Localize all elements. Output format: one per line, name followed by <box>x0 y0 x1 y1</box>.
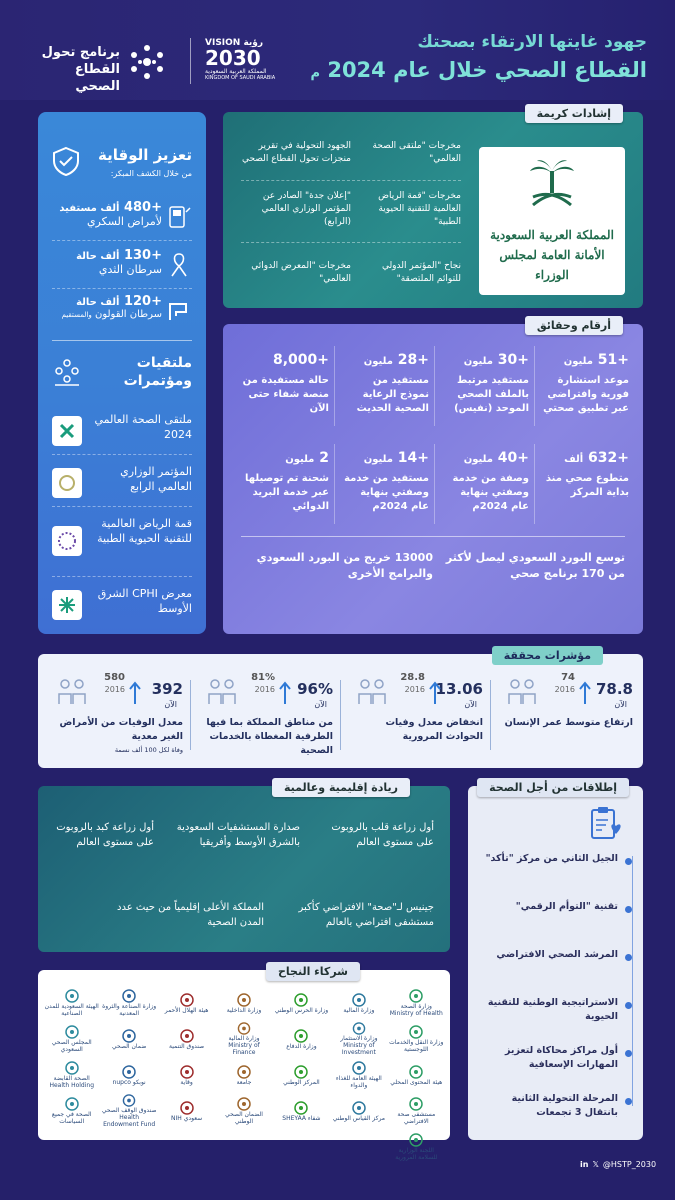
partner-name: وزارة الصناعة والثروة المعدنية <box>102 1003 157 1017</box>
partner-name: وزارة الداخلية <box>226 1006 262 1014</box>
partners-tag: شركاء النجاح <box>266 962 360 981</box>
emblem-text <box>485 225 619 285</box>
forum-divider <box>52 454 192 455</box>
fact-text: مستفيد من نموذج الرعاية الصحية الحديث <box>356 375 429 414</box>
facts-column-divider <box>434 346 435 426</box>
vision-year: 2030 <box>205 46 261 70</box>
facts-column-divider <box>434 444 435 524</box>
partner-logo <box>44 1094 99 1128</box>
partner-emblem-icon <box>235 1065 253 1079</box>
partner-logo <box>389 1058 444 1092</box>
forum-logo-icon <box>52 416 82 446</box>
partner-emblem-icon <box>235 993 253 1007</box>
prevention-unit: ألف مستفيد <box>59 203 120 214</box>
fact-number: +40 <box>497 450 529 466</box>
partner-emblem-icon <box>120 1029 138 1043</box>
program-name <box>30 44 120 95</box>
indicators-panel <box>38 649 643 768</box>
forum-item <box>52 586 192 616</box>
launch-text: المرحلة التحولية الثانية بانتقال 3 تجمعات <box>511 1093 618 1118</box>
palm-swords-icon <box>527 155 577 211</box>
praise-panel <box>223 107 643 308</box>
indicator-item <box>345 672 487 762</box>
indicator-divider <box>490 680 491 750</box>
facts-column-divider <box>334 346 335 426</box>
partner-emblem-icon <box>235 1097 253 1111</box>
facts-column-divider <box>334 444 335 524</box>
partner-emblem-icon <box>63 1025 81 1039</box>
praise-item: الجهود التحولية في تقرير منجزات تحول القطاع الصحي <box>241 141 351 164</box>
page-title-line1: جهود غايتها الارتقاء بصحتك <box>417 32 647 52</box>
launch-text: تقنية "التوأم الرقمي" <box>515 901 618 912</box>
partner-logo <box>389 1022 444 1056</box>
partner-name: الضمان الصحي الوطني <box>225 1111 263 1125</box>
prevention-label: سرطان القولون <box>94 309 162 320</box>
partner-emblem-icon <box>292 1065 310 1079</box>
partner-logo <box>389 1130 444 1164</box>
partner-logo <box>44 1022 99 1056</box>
partner-name: وزارة الدفاع <box>286 1042 317 1050</box>
partner-logo <box>159 1058 214 1092</box>
praise-divider <box>241 180 461 181</box>
partner-emblem-icon <box>63 1061 81 1075</box>
fact-number: +632 <box>588 450 629 466</box>
fact-unit: مليون <box>285 454 315 465</box>
indicator-note: وفاة لكل 100 ألف نسمة <box>114 746 183 754</box>
partner-emblem-icon <box>292 1101 310 1115</box>
partner-logo <box>159 1022 214 1056</box>
partner-emblem-icon <box>350 1022 368 1035</box>
partner-logo <box>274 1094 329 1128</box>
partner-logo <box>101 1058 156 1092</box>
emblem-box <box>479 147 625 295</box>
vision-2030-logo <box>205 38 315 81</box>
forum-name: قمة الرياض العالمية للتقنية الحيوية الطبية <box>97 517 192 545</box>
partner-emblem-icon <box>63 989 81 1003</box>
bullet-icon <box>625 1050 632 1057</box>
fact-unit: ألف <box>564 454 584 465</box>
indicator-label: ارتفاع متوسط عمر الإنسان <box>504 717 633 728</box>
launch-text: أول مراكز محاكاة لتعزيز المهارات الإسعافية <box>505 1045 618 1070</box>
partner-name: الصحة القابضة Health Holding <box>49 1075 94 1089</box>
indicator-current: 392 <box>151 680 183 698</box>
saudi-map-icon <box>205 676 241 706</box>
fact-text: شحنة تم توصيلها عبر خدمة البريد الدوائي <box>245 473 329 512</box>
prevention-divider <box>52 240 192 241</box>
prevention-item <box>44 294 162 320</box>
facts-tag: أرقام وحقائق <box>525 316 623 335</box>
partner-name: المركز الوطني <box>283 1078 320 1086</box>
prevention-item <box>52 248 162 276</box>
leadership-item: صدارة المستشفيات السعودية بالشرق الأوسط وأفريقيا <box>176 822 300 848</box>
prevention-subtitle: من خلال الكشف المبكر: <box>110 169 192 178</box>
leadership-panel <box>38 781 450 952</box>
title-suffix: م <box>310 66 321 81</box>
vision-label: VISION رؤية <box>205 38 264 48</box>
launch-text: الجيل الثاني من مركز "تأكد" <box>485 853 618 864</box>
bullet-icon <box>625 906 632 913</box>
praise-item: "إعلان جدة" الصادر عن المؤتمر الوزاري العالمي (الرابع) <box>261 191 351 227</box>
fact-item <box>441 450 529 514</box>
prevention-extra: والمستقيم <box>61 311 92 319</box>
colon-icon <box>166 298 192 324</box>
partner-logo <box>101 986 156 1020</box>
fact-item <box>541 450 629 500</box>
forums-title-line1: ملتقيات <box>136 355 192 371</box>
indicator-current: 13.06 <box>435 680 483 698</box>
partner-name: وزارة الحرس الوطني <box>274 1006 329 1014</box>
fact-text: وصفة من خدمة وصفتي بنهاية عام 2024م <box>452 473 529 512</box>
fact-unit: مليون <box>363 454 393 465</box>
program-name-line2: القطاع الصحي <box>74 62 120 94</box>
partner-name: وزارة النقل والخدمات اللوجستية <box>389 1039 444 1053</box>
program-name-line1: برنامج تحول <box>41 45 120 60</box>
partner-logo <box>274 1022 329 1056</box>
indicator-label: من مناطق المملكة بما فيها الطرفية المغطاة بالخدمات الصحية <box>206 717 333 756</box>
launch-item <box>480 898 632 938</box>
fact-number: +28 <box>397 352 429 368</box>
leadership-item: أول زراعة كبد بالروبوت على مستوى العالم <box>56 822 154 848</box>
launch-item <box>480 946 632 986</box>
facts-panel <box>223 319 643 634</box>
fact-unit: مليون <box>463 454 493 465</box>
partner-emblem-icon <box>178 993 196 1007</box>
forum-name: معرض CPHI الشرق الأوسط <box>97 587 192 615</box>
forum-item <box>52 464 192 494</box>
leadership-item: المملكة الأعلى إقليمياً من حيث عدد المدن الصحية <box>117 902 264 928</box>
launch-item <box>480 1090 632 1130</box>
partners-grid <box>44 986 444 1161</box>
leadership-item: أول زراعة قلب بالروبوت على مستوى العالم <box>331 822 434 848</box>
forum-logo-icon <box>52 526 82 556</box>
shield-virus-icon <box>55 676 91 706</box>
launch-item <box>480 1042 632 1082</box>
partner-name: سعودي NIH <box>171 1114 203 1122</box>
partner-logo <box>274 1058 329 1092</box>
leadership-item: جينيس لـ"صحة" الافتراضي كأكبر مستشفى افتراضي بالعالم <box>298 902 434 928</box>
program-logo-icon <box>122 40 172 84</box>
facts-column-divider <box>534 346 535 426</box>
bullet-icon <box>625 858 632 865</box>
partner-emblem-icon <box>235 1022 253 1035</box>
partner-emblem-icon <box>292 993 310 1007</box>
partner-name: اللجنة الوزارية للسلامة المرورية <box>395 1147 438 1161</box>
praise-item: مخرجات "قمة الرياض العالمية للتقنية الحيوية الطبية" <box>378 191 461 227</box>
emblem-text-line1: المملكة العربية السعودية <box>490 228 614 242</box>
partner-logo <box>389 1094 444 1128</box>
partner-name: ضمان الصحي <box>112 1042 147 1050</box>
praise-item: مخرجات "المعرض الدوائي العالمي" <box>251 261 351 284</box>
linkedin-icon[interactable]: in <box>580 1160 589 1169</box>
fact-number: +8,000 <box>272 352 329 368</box>
partner-name: وزارة المالية Ministry of Finance <box>228 1035 260 1056</box>
trend-arrow-icon <box>279 680 291 706</box>
launches-panel <box>468 781 643 1140</box>
glucometer-icon <box>166 204 192 230</box>
partner-emblem-icon <box>350 993 368 1007</box>
forums-title-line2: ومؤتمرات <box>123 373 192 389</box>
fact-number: +30 <box>497 352 529 368</box>
prevention-number: +130 <box>123 248 162 263</box>
forums-title <box>82 354 192 390</box>
indicator-previous-year: 2016 <box>104 685 125 694</box>
partners-panel <box>38 965 450 1161</box>
prevention-unit: ألف حالة <box>76 297 120 308</box>
indicator-item <box>45 672 187 762</box>
audience-icon <box>52 357 82 387</box>
indicator-label: انخفاض معدل وفيات الحوادث المرورية <box>385 717 483 742</box>
partner-emblem-icon <box>407 989 425 1003</box>
partner-emblem-icon <box>178 1029 196 1043</box>
forum-divider <box>52 506 192 507</box>
launches-tag: إطلاقات من أجل الصحة <box>477 778 629 797</box>
prevention-title: تعزيز الوقاية <box>98 146 192 164</box>
partner-name: مستشفى صحة الافتراضي <box>397 1111 436 1125</box>
facts-column-divider <box>534 444 535 524</box>
fact-number: 2 <box>319 450 329 466</box>
praise-item: نجاح "المؤتمر الدولي للتوائم الملتصقة" <box>381 261 461 284</box>
facts-board-expansion: توسع البورد السعودي ليصل لأكثر من 170 برنامج صحي <box>445 551 625 580</box>
indicator-divider <box>340 680 341 750</box>
indicator-previous: 580 <box>104 672 125 683</box>
fact-unit: مليون <box>563 356 593 367</box>
header-divider <box>190 38 191 84</box>
partner-name: جامعة <box>236 1078 252 1086</box>
partner-emblem-icon <box>407 1025 425 1039</box>
indicator-current-label: الآن <box>164 700 177 709</box>
partner-name: نوبكو nupco <box>112 1078 146 1086</box>
partner-logo <box>274 986 329 1020</box>
launch-text: المرشد الصحي الافتراضي <box>496 949 618 960</box>
launch-item <box>480 994 632 1034</box>
fact-unit: مليون <box>463 356 493 367</box>
partner-name: شفاء SHEYAA <box>282 1114 321 1122</box>
indicator-divider <box>190 680 191 750</box>
prevention-label: لأمراض السكري <box>86 215 162 228</box>
forum-name: المؤتمر الوزاري العالمي الرابع <box>120 465 192 493</box>
partner-logo <box>331 1094 386 1128</box>
prevention-number: +480 <box>123 200 162 215</box>
fact-item <box>341 352 429 416</box>
partner-logo <box>216 1094 271 1128</box>
fact-item <box>541 352 629 416</box>
forum-item <box>52 516 192 546</box>
prevention-forums-panel <box>38 112 206 634</box>
header <box>0 0 675 100</box>
forum-name: ملتقى الصحة العالمي 2024 <box>94 413 192 441</box>
section-divider <box>52 340 192 341</box>
forum-logo-icon <box>52 590 82 620</box>
social-handle: @HSTP_2030 <box>602 1160 657 1169</box>
partner-logo <box>216 1058 271 1092</box>
vision-en: KINGDOM OF SAUDI ARABIA <box>205 75 276 81</box>
partner-logo <box>44 986 99 1020</box>
fact-text: متطوع صحي منذ بداية المركز <box>545 473 629 498</box>
trend-arrow-icon <box>579 680 591 706</box>
partner-name: هيئة المحتوى المحلي <box>390 1078 443 1086</box>
partner-name: المجلس الصحي السعودي <box>51 1039 92 1053</box>
indicator-current-label: الآن <box>464 700 477 709</box>
partner-logo <box>216 986 271 1020</box>
partner-logo <box>216 1022 271 1056</box>
indicator-current-label: الآن <box>314 700 327 709</box>
leadership-tag: ريادة إقليمية وعالمية <box>272 778 410 797</box>
indicator-current-label: الآن <box>614 700 627 709</box>
indicator-previous: 28.8 <box>400 672 425 683</box>
prevention-number: +120 <box>123 294 162 309</box>
partner-name: الهيئة العامة للغذاء والدواء <box>335 1075 382 1089</box>
trend-arrow-icon <box>429 680 441 706</box>
launch-text: الاستراتيجية الوطنية للتقنية الحيوية <box>487 997 618 1022</box>
partner-logo <box>389 986 444 1020</box>
partner-emblem-icon <box>120 989 138 1003</box>
partner-name: وزارة الصحة Ministry of Health <box>389 1003 443 1017</box>
partner-emblem-icon <box>178 1101 196 1115</box>
fact-item <box>441 352 529 416</box>
family-icon <box>505 676 541 706</box>
fact-number: +51 <box>597 352 629 368</box>
partner-logo <box>331 986 386 1020</box>
fact-item <box>241 450 329 514</box>
forum-divider <box>52 576 192 577</box>
partner-name: وزارة الاستثمار Ministry of Investment <box>340 1035 378 1056</box>
fact-item <box>241 352 329 416</box>
awareness-ribbon-icon <box>168 252 190 278</box>
partner-logo <box>159 986 214 1020</box>
partner-logo <box>101 1094 156 1128</box>
x-icon[interactable]: 𝕏 <box>592 1160 599 1169</box>
indicator-current: 96% <box>297 680 333 698</box>
partner-name: مركز القياس الوطني <box>332 1114 385 1122</box>
forum-item <box>52 412 192 442</box>
indicators-tag: مؤشرات محققة <box>492 646 603 665</box>
fact-number: +14 <box>397 450 429 466</box>
partner-logo <box>159 1094 214 1128</box>
footer <box>580 1160 660 1169</box>
praise-divider <box>241 242 461 243</box>
fact-item <box>341 450 429 514</box>
praise-tag: إشادات كريمة <box>525 104 623 123</box>
praise-item: مخرجات "ملتقى الصحة العالمي" <box>372 141 461 164</box>
indicator-previous-year: 2016 <box>254 685 275 694</box>
partner-emblem-icon <box>407 1133 425 1147</box>
partner-logo <box>331 1022 386 1056</box>
partner-name: الهيئة السعودية للمدن الصناعية <box>44 1003 99 1017</box>
partner-emblem-icon <box>63 1097 81 1111</box>
vision-ar: المملكة العربية السعودية <box>205 68 267 75</box>
partner-emblem-icon <box>350 1101 368 1115</box>
car-crash-icon <box>355 676 391 706</box>
fact-text: مستفيد من خدمة وصفتي بنهاية عام 2024م <box>344 473 429 512</box>
indicator-previous: 81% <box>251 672 275 683</box>
launch-item <box>480 850 632 890</box>
fact-unit: مليون <box>363 356 393 367</box>
partner-emblem-icon <box>292 1029 310 1043</box>
bullet-icon <box>625 1098 632 1105</box>
partner-name: صندوق الوقف الصحي Health Endowment Fund <box>101 1107 157 1128</box>
partner-emblem-icon <box>178 1065 196 1079</box>
emblem-text-line2: الأمانة العامة لمجلس الوزراء <box>499 248 605 282</box>
facts-board-graduates: 13000 خريج من البورد السعودي والبرامج الأخرى <box>256 551 433 580</box>
partner-emblem-icon <box>407 1065 425 1079</box>
partner-logo <box>101 1022 156 1056</box>
bullet-icon <box>625 954 632 961</box>
indicator-previous: 74 <box>561 672 575 683</box>
partner-logo <box>44 1058 99 1092</box>
indicator-label: معدل الوفيات من الأمراض الغير معدية <box>59 717 183 742</box>
partner-name: صندوق التنمية <box>169 1042 205 1050</box>
page-title-line2 <box>287 58 647 82</box>
partner-name: وقاية <box>180 1078 193 1086</box>
partner-logo <box>331 1058 386 1092</box>
indicator-item <box>195 672 337 762</box>
facts-divider <box>241 536 625 537</box>
trend-arrow-icon <box>129 680 141 706</box>
indicator-item <box>495 672 637 762</box>
indicator-previous-year: 2016 <box>554 685 575 694</box>
partner-emblem-icon <box>407 1097 425 1111</box>
forum-logo-icon <box>52 468 82 498</box>
fact-text: مستفيد مرتبط بالملف الصحي الموحد (نفيس) <box>454 375 529 414</box>
partner-name: الصحة في جميع السياسات <box>51 1111 92 1125</box>
prevention-unit: ألف حالة <box>76 251 120 262</box>
clipboard-heart-icon <box>588 806 624 840</box>
partner-emblem-icon <box>350 1061 368 1075</box>
fact-text: موعد استشارة فورية وافتراضي عبر تطبيق صحتي <box>543 375 629 414</box>
launch-timeline <box>632 856 633 1106</box>
partner-emblem-icon <box>120 1065 138 1079</box>
partner-emblem-icon <box>120 1094 138 1107</box>
bullet-icon <box>625 1002 632 1009</box>
title-main: القطاع الصحي خلال عام 2024 <box>327 58 647 82</box>
prevention-item <box>52 200 162 228</box>
partner-name: هيئة الهلال الأحمر <box>164 1006 209 1014</box>
prevention-divider <box>52 288 192 289</box>
indicator-current: 78.8 <box>595 680 633 698</box>
prevention-label: سرطان الثدي <box>98 263 162 276</box>
indicator-previous-year: 2016 <box>404 685 425 694</box>
fact-text: حالة مستفيدة من منصة شفاء حتى الآن <box>242 375 329 414</box>
partner-name: وزارة المالية <box>343 1006 375 1014</box>
